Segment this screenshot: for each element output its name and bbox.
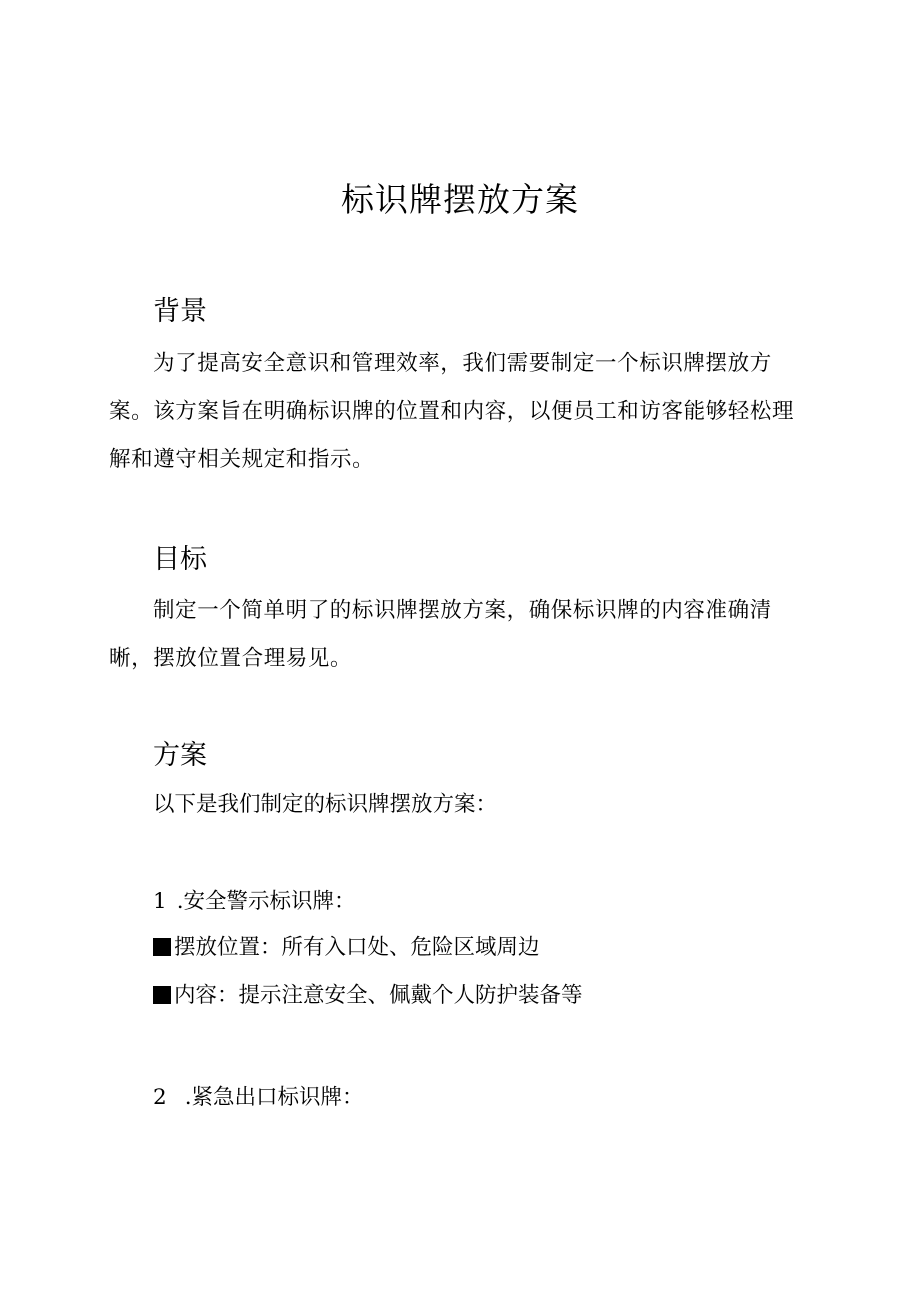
plan-item-1-content-text: 内容：提示注意安全、佩戴个人防护装备等 (174, 983, 583, 1008)
plan-item-2-label: .紧急出口标识牌： (184, 1085, 364, 1110)
section-heading-plan: 方案 (153, 740, 207, 771)
section-text-goal: 制定一个简单明了的标识牌摆放方案，确保标识牌的内容准确清晰，摆放位置合理易见。 (109, 598, 772, 671)
plan-item-1-content (153, 981, 583, 1011)
section-heading-goal: 目标 (153, 544, 207, 575)
section-text-background: 为了提高安全意识和管理效率，我们需要制定一个标识牌摆放方案。该方案旨在明确标识牌的位置和内容，以便员工和访客能够轻松理解和遵守相关规定和指示。 (109, 351, 795, 472)
plan-item-1-number: 1 (153, 889, 167, 914)
section-heading-background: 背景 (153, 296, 207, 327)
plan-intro: 以下是我们制定的标识牌摆放方案： (153, 792, 498, 817)
plan-item-2-number: 2 (153, 1085, 167, 1110)
plan-item-2-title (153, 1083, 364, 1113)
square-bullet-icon (153, 986, 171, 1004)
plan-item-1-title (153, 887, 356, 917)
plan-item-1-location-text: 摆放位置：所有入口处、危险区域周边 (174, 935, 540, 960)
plan-item-1-label: .安全警示标识牌： (176, 889, 356, 914)
square-bullet-icon (153, 938, 171, 956)
plan-item-1-location (153, 933, 540, 963)
document-title: 标识牌摆放方案 (341, 180, 579, 219)
